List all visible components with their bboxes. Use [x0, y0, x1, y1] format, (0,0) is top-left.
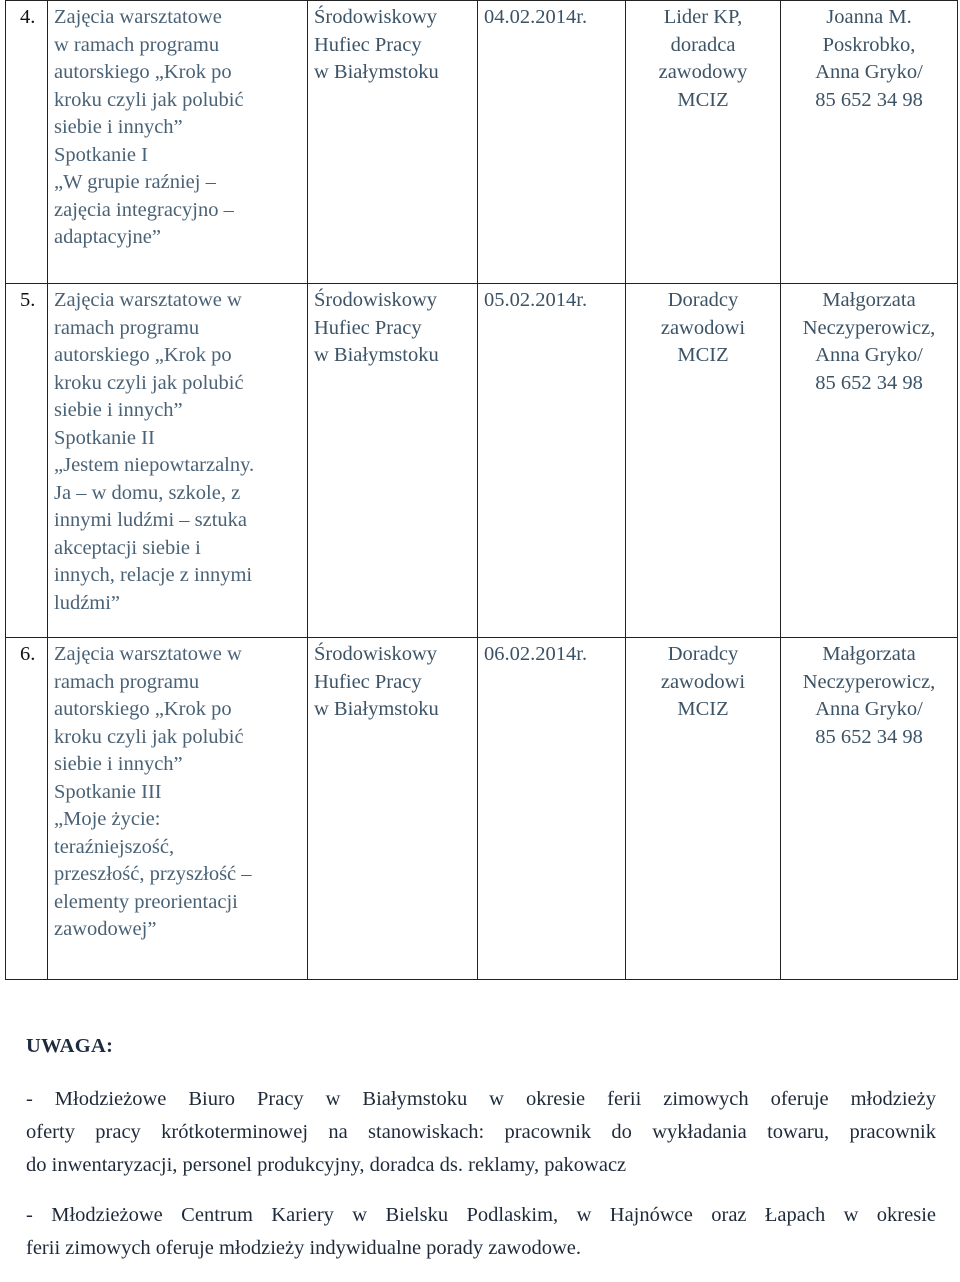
notes-paragraphs	[26, 1083, 936, 1265]
date-cell	[478, 284, 626, 638]
contact-cell-line: Anna Gryko/	[815, 61, 923, 83]
topic-cell-line: siebie i innych”	[54, 753, 183, 775]
contact-cell-line: Neczyperowicz,	[802, 316, 936, 339]
topic-cell-line: Spotkanie III	[54, 780, 162, 803]
place-cell-line: Hufiec Pracy	[314, 33, 422, 56]
topic-cell-line: siebie i innych”	[54, 399, 183, 421]
responsible-cell-line: doradca	[670, 33, 736, 56]
responsible-cell-line: Doradcy	[667, 643, 739, 665]
place-cell	[308, 284, 478, 638]
responsible-cell	[626, 284, 781, 638]
topic-cell-line: „Moje życie:	[54, 808, 161, 830]
topic-cell-line: ramach programu	[54, 316, 200, 339]
topic-cell-line: autorskiego „Krok po	[54, 61, 232, 83]
topic-cell-line: Spotkanie II	[54, 426, 155, 449]
topic-cell-line: akceptacji siebie i	[54, 536, 201, 559]
table-row	[6, 1, 958, 284]
topic-cell-line: „W grupie raźniej –	[54, 171, 216, 193]
note-line: - Młodzieżowe Biuro Pracy w Białymstoku w okresie ferii zimowych oferuje młodzieży	[26, 1088, 936, 1110]
contact-cell-line: 85 652 34 98	[815, 88, 923, 111]
row-number-text: 5.	[20, 289, 36, 311]
topic-cell-line: Zajęcia warsztatowe	[54, 6, 222, 28]
topic-cell-line: Zajęcia warsztatowe w	[54, 289, 242, 311]
topic-cell-line: „Jestem niepowtarzalny.	[54, 454, 255, 476]
topic-cell	[48, 638, 308, 980]
place-cell-line: w Białymstoku	[314, 698, 439, 720]
date-cell	[478, 1, 626, 284]
row-number	[6, 638, 48, 980]
table-row	[6, 284, 958, 638]
responsible-cell	[626, 1, 781, 284]
place-cell-line: Hufiec Pracy	[314, 670, 422, 693]
note-line: do inwentaryzacji, personel produkcyjny, doradca ds. reklamy, pakowacz	[26, 1154, 627, 1176]
note-paragraph	[26, 1083, 936, 1182]
responsible-cell-line: MCIZ	[677, 698, 729, 720]
topic-cell-line: adaptacyjne”	[54, 226, 161, 248]
schedule-table	[5, 0, 958, 980]
note-line: - Młodzieżowe Centrum Kariery w Bielsku Podlaskim, w Hajnówce oraz Łapach w okresie	[26, 1204, 936, 1226]
topic-cell-line: Spotkanie I	[54, 143, 148, 166]
place-cell-line: w Białymstoku	[314, 344, 439, 366]
date-text: 04.02.2014r.	[484, 6, 588, 28]
contact-cell-line: Joanna M.	[826, 6, 912, 28]
table-row	[6, 638, 958, 980]
topic-cell	[48, 1, 308, 284]
place-cell	[308, 638, 478, 980]
place-cell-line: Środowiskowy	[314, 6, 438, 28]
topic-cell-line: innymi ludźmi – sztuka	[54, 509, 248, 531]
note-line: ferii zimowych oferuje młodzieży indywidualne porady zawodowe.	[26, 1237, 582, 1259]
place-cell-line: Środowiskowy	[314, 643, 438, 665]
topic-cell-line: zawodowej”	[54, 918, 157, 940]
contact-cell-line: 85 652 34 98	[815, 725, 923, 748]
row-number	[6, 284, 48, 638]
notes-heading: UWAGA:	[26, 1035, 114, 1057]
contact-cell	[781, 1, 958, 284]
date-cell	[478, 638, 626, 980]
topic-cell	[48, 284, 308, 638]
contact-cell	[781, 284, 958, 638]
responsible-cell-line: zawodowy	[658, 61, 748, 83]
schedule-table-body	[6, 1, 958, 980]
contact-cell-line: Małgorzata	[822, 289, 916, 311]
contact-cell-line: Anna Gryko/	[815, 698, 923, 720]
topic-cell-line: w ramach programu	[54, 33, 220, 56]
topic-cell-line: zajęcia integracyjno –	[54, 198, 234, 221]
topic-cell-line: ramach programu	[54, 670, 200, 693]
responsible-cell	[626, 638, 781, 980]
topic-cell-line: teraźniejszość,	[54, 835, 175, 858]
contact-cell-line: Małgorzata	[822, 643, 916, 665]
date-text: 06.02.2014r.	[484, 643, 588, 665]
note-line: oferty pracy krótkoterminowej na stanowiskach: pracownik do wykładania towaru, pracownik	[26, 1121, 936, 1143]
responsible-cell-line: zawodowi	[660, 670, 746, 693]
responsible-cell-line: Lider KP,	[663, 6, 743, 28]
row-number	[6, 1, 48, 284]
topic-cell-line: elementy preorientacji	[54, 890, 238, 913]
topic-cell-line: kroku czyli jak polubić	[54, 88, 244, 111]
topic-cell-line: Zajęcia warsztatowe w	[54, 643, 242, 665]
contact-cell	[781, 638, 958, 980]
responsible-cell-line: MCIZ	[677, 344, 729, 366]
place-cell-line: Hufiec Pracy	[314, 316, 422, 339]
place-cell-line: Środowiskowy	[314, 289, 438, 311]
row-number-text: 6.	[20, 643, 36, 665]
responsible-cell-line: zawodowi	[660, 316, 746, 339]
date-text: 05.02.2014r.	[484, 289, 588, 311]
place-cell-line: w Białymstoku	[314, 61, 439, 83]
topic-cell-line: autorskiego „Krok po	[54, 344, 232, 366]
contact-cell-line: Anna Gryko/	[815, 344, 923, 366]
topic-cell-line: innych, relacje z innymi	[54, 564, 253, 586]
note-paragraph	[26, 1199, 936, 1265]
place-cell	[308, 1, 478, 284]
responsible-cell-line: Doradcy	[667, 289, 739, 311]
topic-cell-line: autorskiego „Krok po	[54, 698, 232, 720]
responsible-cell-line: MCIZ	[677, 88, 729, 111]
topic-cell-line: kroku czyli jak polubić	[54, 371, 244, 394]
topic-cell-line: przeszłość, przyszłość –	[54, 863, 252, 885]
topic-cell-line: kroku czyli jak polubić	[54, 725, 244, 748]
topic-cell-line: Ja – w domu, szkole, z	[54, 481, 241, 504]
notes-section	[26, 1030, 936, 1282]
topic-cell-line: siebie i innych”	[54, 116, 183, 138]
contact-cell-line: Poskrobko,	[822, 33, 916, 56]
contact-cell-line: Neczyperowicz,	[802, 670, 936, 693]
row-number-text: 4.	[20, 6, 36, 28]
topic-cell-line: ludźmi”	[54, 591, 121, 614]
contact-cell-line: 85 652 34 98	[815, 371, 923, 394]
